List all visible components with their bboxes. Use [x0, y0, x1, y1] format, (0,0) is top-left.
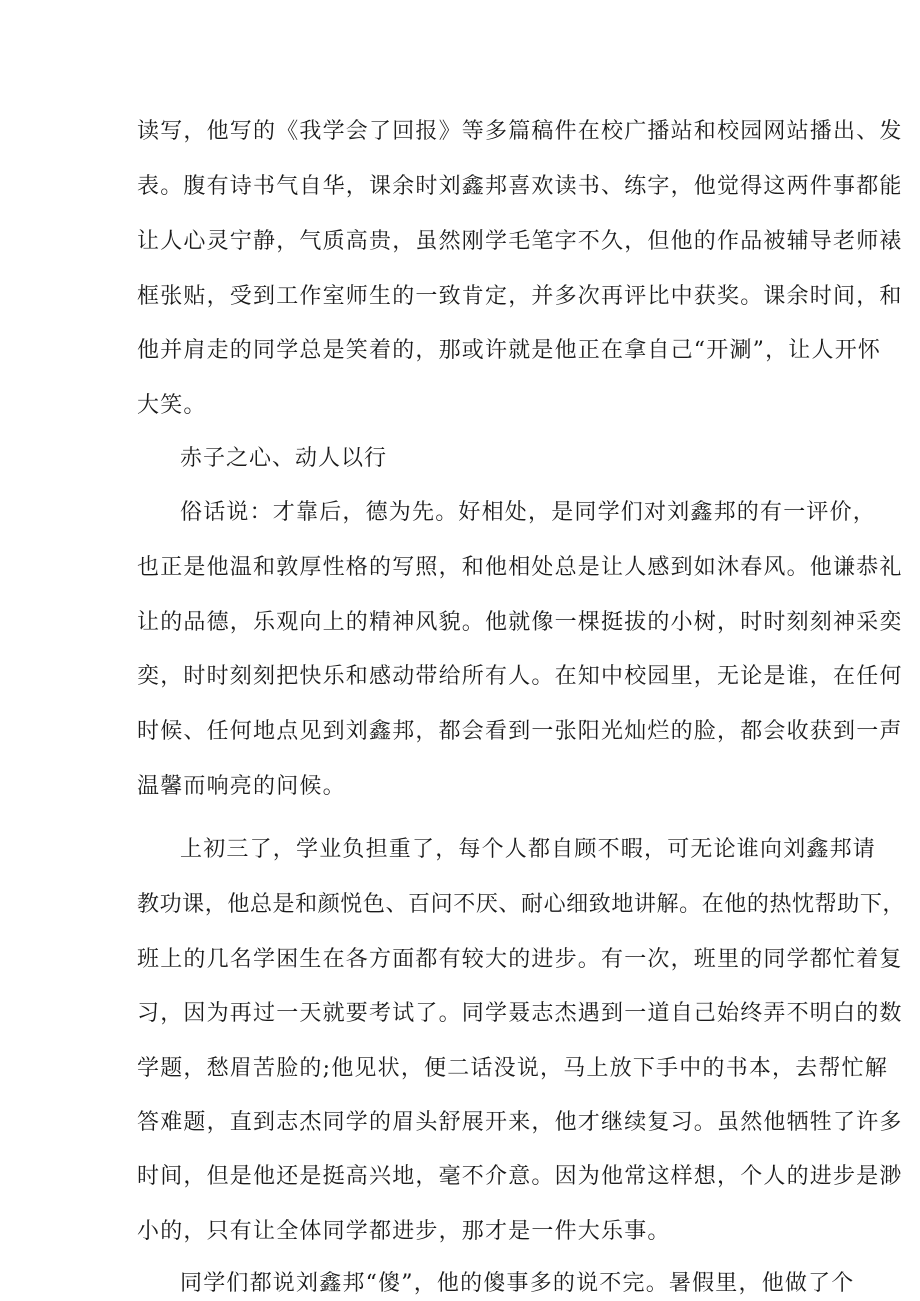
text-line: 表。腹有诗书气自华，课余时刘鑫邦喜欢读书、练字，他觉得这两件事都能 [137, 174, 903, 199]
text-line: 班上的几名学困生在各方面都有较大的进步。有一次，班里的同学都忙着复 [137, 947, 903, 972]
text-line: 时候、任何地点见到刘鑫邦，都会看到一张阳光灿烂的脸，都会收获到一声 [137, 719, 903, 744]
text-line: 让的品德，乐观向上的精神风貌。他就像一棵挺拔的小树，时时刻刻神采奕 [137, 610, 903, 635]
text-line: 上初三了，学业负担重了，每个人都自顾不暇，可无论谁向刘鑫邦请 [180, 837, 877, 862]
text-line: 他并肩走的同学总是笑着的，那或许就是他正在拿自己“开涮”，让人开怀 [137, 338, 882, 363]
text-line: 奕，时时刻刻把快乐和感动带给所有人。在知中校园里，无论是谁，在任何 [137, 664, 903, 689]
text-line: 框张贴，受到工作室师生的一致肯定，并多次再评比中获奖。课余时间，和 [137, 284, 903, 309]
text-line: 教功课，他总是和颜悦色、百问不厌、耐心细致地讲解。在他的热忱帮助下， [137, 892, 905, 917]
text-line: 时间，但是他还是挺高兴地，毫不介意。因为他常这样想，个人的进步是渺 [137, 1164, 903, 1189]
text-line: 让人心灵宁静，气质高贵，虽然刚学毛笔字不久，但他的作品被辅导老师裱 [137, 229, 903, 254]
text-line: 温馨而响亮的问候。 [137, 774, 346, 799]
text-line: 习，因为再过一天就要考试了。同学聂志杰遇到一道自己始终弄不明白的数 [137, 1001, 903, 1026]
text-line: 俗话说：才靠后，德为先。好相处，是同学们对刘鑫邦的有一评价， [180, 500, 877, 525]
text-line: 小的，只有让全体同学都进步，那才是一件大乐事。 [137, 1219, 671, 1244]
section-heading-text: 赤子之心、动人以行 [180, 446, 388, 471]
text-line: 答难题，直到志杰同学的眉头舒展开来，他才继续复习。虽然他牺牲了许多 [137, 1110, 903, 1135]
text-line: 也正是他温和敦厚性格的写照，和他相处总是让人感到如沐春风。他谦恭礼 [137, 555, 903, 580]
text-line: 学题，愁眉苦脸的;他见状，便二话没说，马上放下手中的书本，去帮忙解 [137, 1056, 889, 1081]
text-line: 同学们都说刘鑫邦“傻”，他的傻事多的说不完。暑假里，他做了个 [180, 1271, 855, 1296]
text-line: 读写，他写的《我学会了回报》等多篇稿件在校广播站和校园网站播出、发 [137, 119, 903, 144]
text-line: 大笑。 [137, 393, 207, 418]
